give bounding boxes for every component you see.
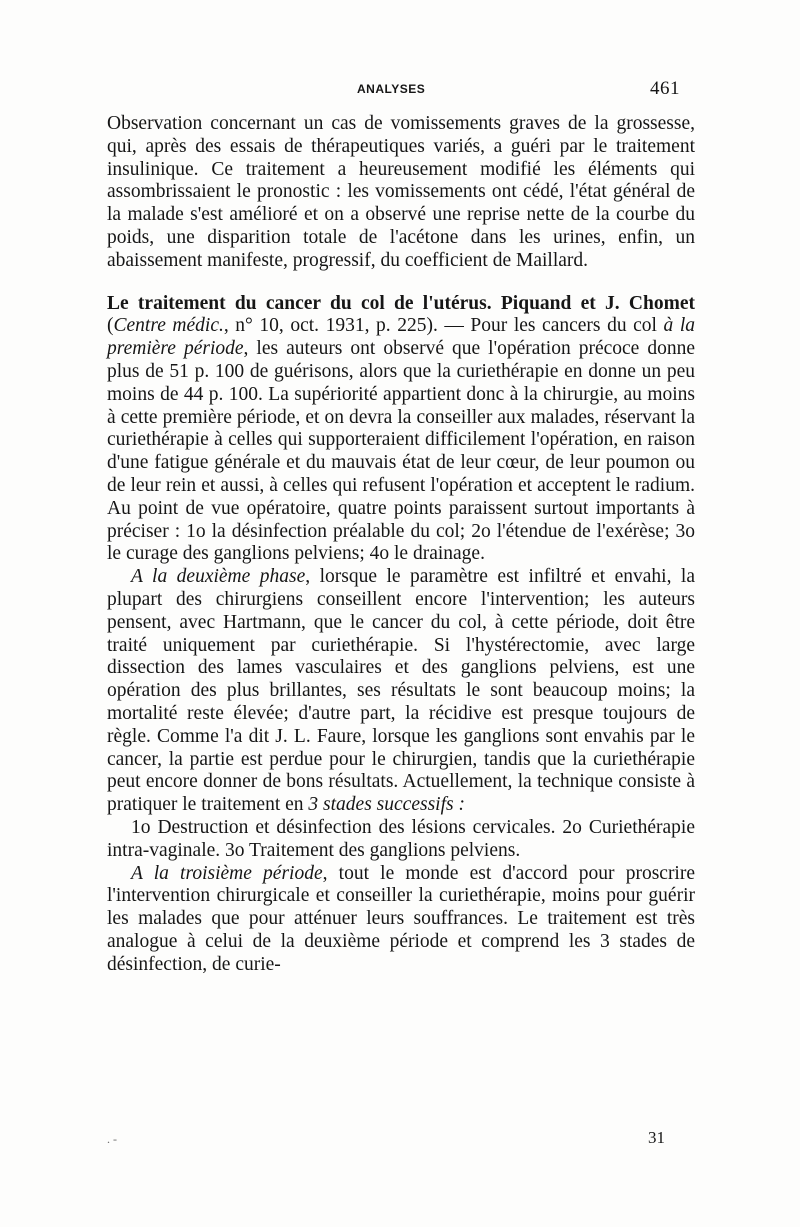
paragraph-article-heading xyxy=(107,293,695,567)
second-phase-label: A la deuxième phase xyxy=(131,566,306,588)
first-period-text: , les auteurs ont observé que l'opération précoce donne plus de 51 p. 100 de guérisons, alors que la curiethérapie en donne un peu moins de 44 p. 100. La supériorité appartient donc à la chirurgie, au moins à cette première période, et on devra la conseiller aux malades, réservant la curiethérapie à celles qui supporteraient difficilement l'opération, en raison d'une fatigue générale et du mauvais état de leur cœur, de leur poumon ou de leur rein et aussi, à celles qui refusent l'opération et acceptent le radium. Au point de vue opératoire, quatre points paraissent surtout importants à préciser : 1o la désinfection préalable du col; 2o l'étendue de l'exérèse; 3o le curage des ganglions pelviens; 4o le drainage. xyxy=(107,338,696,565)
running-title: ANALYSES xyxy=(357,82,426,96)
paragraph-observation: Observation concernant un cas de vomissements graves de la grossesse, qui, après des essais de thérapeutiques variés, a guéri par le traitement insulinique. Ce traitement a heureusement modifié les éléments qui assombrissaient le pronostic : les vomissements ont cédé, l'état général de la malade s'est amélioré et on a observé une reprise nette de la courbe du poids, une disparition totale de l'acétone dans les urines, enfin, un abaissement manifeste, progressif, du coefficient de Maillard. xyxy=(107,113,695,271)
source-open: ( xyxy=(107,315,114,337)
third-period-text: , tout le monde est d'accord pour proscrire l'intervention chirurgicale et conseiller la curiethérapie, moins pour guérir les malades que pour atténuer leurs souffrances. Le traitement est très analogue à celui de la deuxième période et comprend les 3 stades de désinfection, de curie- xyxy=(107,862,695,975)
running-head xyxy=(0,78,800,102)
journal-name: Centre médic. xyxy=(113,315,224,337)
citation-text: , n° 10, oct. 1931, p. 225). — Pour les cancers du col xyxy=(223,315,664,337)
body-text xyxy=(107,113,695,976)
stades-label: 3 stades successifs : xyxy=(308,794,465,816)
second-phase-text: , lorsque le paramètre est infiltré et envahi, la plupart des chirurgiens conseillent encore l'intervention; les auteurs pensent, avec Hartmann, que le cancer du col, à cette période, doit être traité uniquement par curiethérapie. Si l'hystérectomie, avec large dissection des lames vasculaires et des ganglions pelviens, est une opération des plus brillantes, ses résultats le sont beaucoup moins; la mortalité reste élevée; d'autre part, la récidive est presque toujours de règle. Comme l'a dit J. L. Faure, lorsque les ganglions sont envahis par le cancer, la partie est perdue pour le chirurgien, tandis que la curiethérapie peut encore donner de bons résultats. Actuellement, la technique consiste à pratiquer le traitement en xyxy=(107,566,695,816)
paragraph-third-period xyxy=(107,863,695,977)
footer-mark: . - xyxy=(107,1132,117,1146)
article-authors: Piquand et J. Chomet xyxy=(500,292,695,314)
third-period-label: A la troisième période xyxy=(131,862,323,884)
page-number: 461 xyxy=(650,78,680,99)
paragraph-stades-list: 1o Destruction et désinfection des lésions cervicales. 2o Curiethérapie intra-vaginale. 3o Traitement des ganglions pelviens. xyxy=(107,816,695,861)
signature-mark: 31 xyxy=(648,1128,665,1147)
first-period-label: à la première période xyxy=(107,315,695,360)
article-title: Le traitement du cancer du col de l'utérus. xyxy=(107,292,492,314)
paragraph-second-phase xyxy=(107,566,695,817)
section-gap xyxy=(107,273,695,293)
